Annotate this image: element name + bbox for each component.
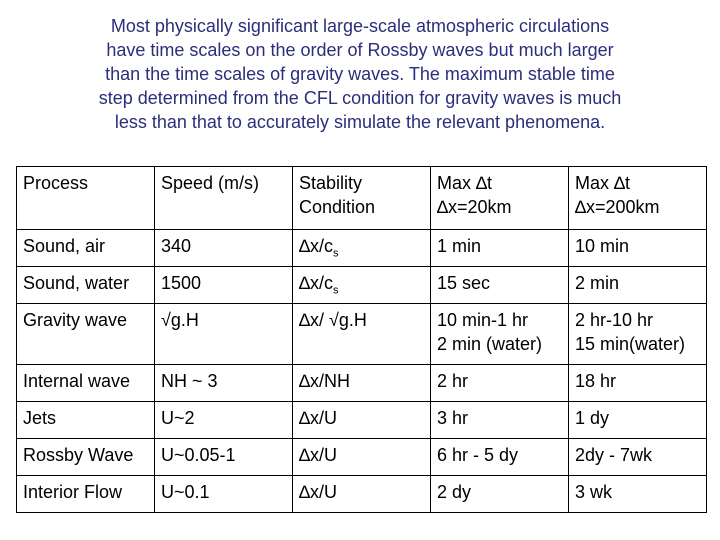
cell-text: Jets: [23, 408, 57, 428]
cell-text: NH ~ 3: [161, 371, 218, 391]
cell-stability: [293, 230, 431, 267]
cell-speed: [155, 402, 293, 439]
cell-speed: [155, 365, 293, 402]
cell-stability: [293, 439, 431, 476]
cell-text: ∆x/NH: [299, 371, 351, 391]
cell-dt200: [569, 267, 707, 304]
cell-stability: [293, 304, 431, 365]
cell-dt20: [431, 267, 569, 304]
header-cell-stability: [293, 167, 431, 230]
cell-text: 340: [161, 236, 192, 256]
intro-line: Most physically significant large-scale atmospheric circulations: [110, 16, 610, 36]
cell-text: Sound, water: [23, 273, 130, 293]
cell-dt20: [431, 230, 569, 267]
cell-text: 15 sec: [437, 273, 491, 293]
cell-dt20: [431, 365, 569, 402]
cell-text: U~0.1: [161, 482, 210, 502]
table-row: [17, 304, 707, 365]
cell-text: Internal wave: [23, 371, 131, 391]
cell-text: 10 min-1 hr: [437, 310, 529, 330]
cell-speed: [155, 230, 293, 267]
cell-dt20: [431, 402, 569, 439]
cell-text: 10 min: [575, 236, 630, 256]
cell-text: 2 min: [575, 273, 620, 293]
cell-text: 1 min: [437, 236, 482, 256]
cell-text: 2 dy: [437, 482, 472, 502]
cell-dt200: [569, 439, 707, 476]
cell-dt20: [431, 439, 569, 476]
cell-text: 2 hr-10 hr: [575, 310, 654, 330]
cell-speed: [155, 267, 293, 304]
cell-process: [17, 365, 155, 402]
header-text: ∆x=200km: [575, 197, 660, 217]
cell-text: ∆x/ √g.H: [299, 310, 367, 330]
cell-text: ∆x/U: [299, 482, 338, 502]
header-text: Max ∆t: [437, 173, 493, 193]
header-cell-speed: [155, 167, 293, 230]
cell-text: 6 hr - 5 dy: [437, 445, 519, 465]
cell-text: ∆x/U: [299, 445, 338, 465]
header-text: Condition: [299, 197, 376, 217]
cell-text: Sound, air: [23, 236, 106, 256]
subscript: s: [333, 247, 339, 260]
intro-line: less than that to accurately simulate the relevant phenomena.: [114, 112, 606, 132]
cell-process: [17, 439, 155, 476]
cell-text: Rossby Wave: [23, 445, 134, 465]
table-row: [17, 476, 707, 513]
cell-stability: [293, 365, 431, 402]
cell-speed: [155, 476, 293, 513]
cell-process: [17, 304, 155, 365]
cell-text: 1 dy: [575, 408, 610, 428]
cell-dt20: [431, 476, 569, 513]
subscript: s: [333, 284, 339, 297]
cell-text: U~2: [161, 408, 195, 428]
intro-line: have time scales on the order of Rossby waves but much larger: [106, 40, 614, 60]
cell-text: ∆x/c: [299, 273, 334, 293]
cell-text: 3 wk: [575, 482, 613, 502]
cell-dt200: [569, 304, 707, 365]
header-text: Process: [23, 173, 89, 193]
table-row: [17, 365, 707, 402]
cell-text: Interior Flow: [23, 482, 123, 502]
cell-text: 2 min (water): [437, 334, 543, 354]
header-text: Speed (m/s): [161, 173, 260, 193]
cell-text: 3 hr: [437, 408, 469, 428]
table-header-row: [17, 167, 707, 230]
header-text: ∆x=20km: [437, 197, 512, 217]
cell-text: 15 min(water): [575, 334, 686, 354]
cell-text: 1500: [161, 273, 202, 293]
cell-text: 2 hr: [437, 371, 469, 391]
table-row: [17, 267, 707, 304]
timescale-table: [16, 166, 707, 513]
cell-speed: [155, 439, 293, 476]
cell-text: √g.H: [161, 310, 199, 330]
cell-process: [17, 402, 155, 439]
cell-dt20: [431, 304, 569, 365]
cell-dt200: [569, 230, 707, 267]
cell-stability: [293, 267, 431, 304]
cell-text: 2dy - 7wk: [575, 445, 653, 465]
cell-stability: [293, 476, 431, 513]
cell-speed: [155, 304, 293, 365]
table-row: [17, 439, 707, 476]
cell-stability: [293, 402, 431, 439]
cell-dt200: [569, 402, 707, 439]
intro-paragraph: [40, 14, 680, 134]
cell-text: 18 hr: [575, 371, 617, 391]
header-cell-max-dt-20km: [431, 167, 569, 230]
cell-text: ∆x/U: [299, 408, 338, 428]
header-text: Max ∆t: [575, 173, 631, 193]
cell-text: U~0.05-1: [161, 445, 236, 465]
header-cell-process: [17, 167, 155, 230]
cell-process: [17, 267, 155, 304]
cell-dt200: [569, 476, 707, 513]
table-row: [17, 230, 707, 267]
intro-line: than the time scales of gravity waves. The maximum stable time: [105, 64, 615, 84]
cell-dt200: [569, 365, 707, 402]
intro-line: step determined from the CFL condition for gravity waves is much: [98, 88, 622, 108]
cell-process: [17, 476, 155, 513]
cell-process: [17, 230, 155, 267]
header-cell-max-dt-200km: [569, 167, 707, 230]
header-text: Stability: [299, 173, 363, 193]
cell-text: Gravity wave: [23, 310, 128, 330]
table-row: [17, 402, 707, 439]
cell-text: ∆x/c: [299, 236, 334, 256]
